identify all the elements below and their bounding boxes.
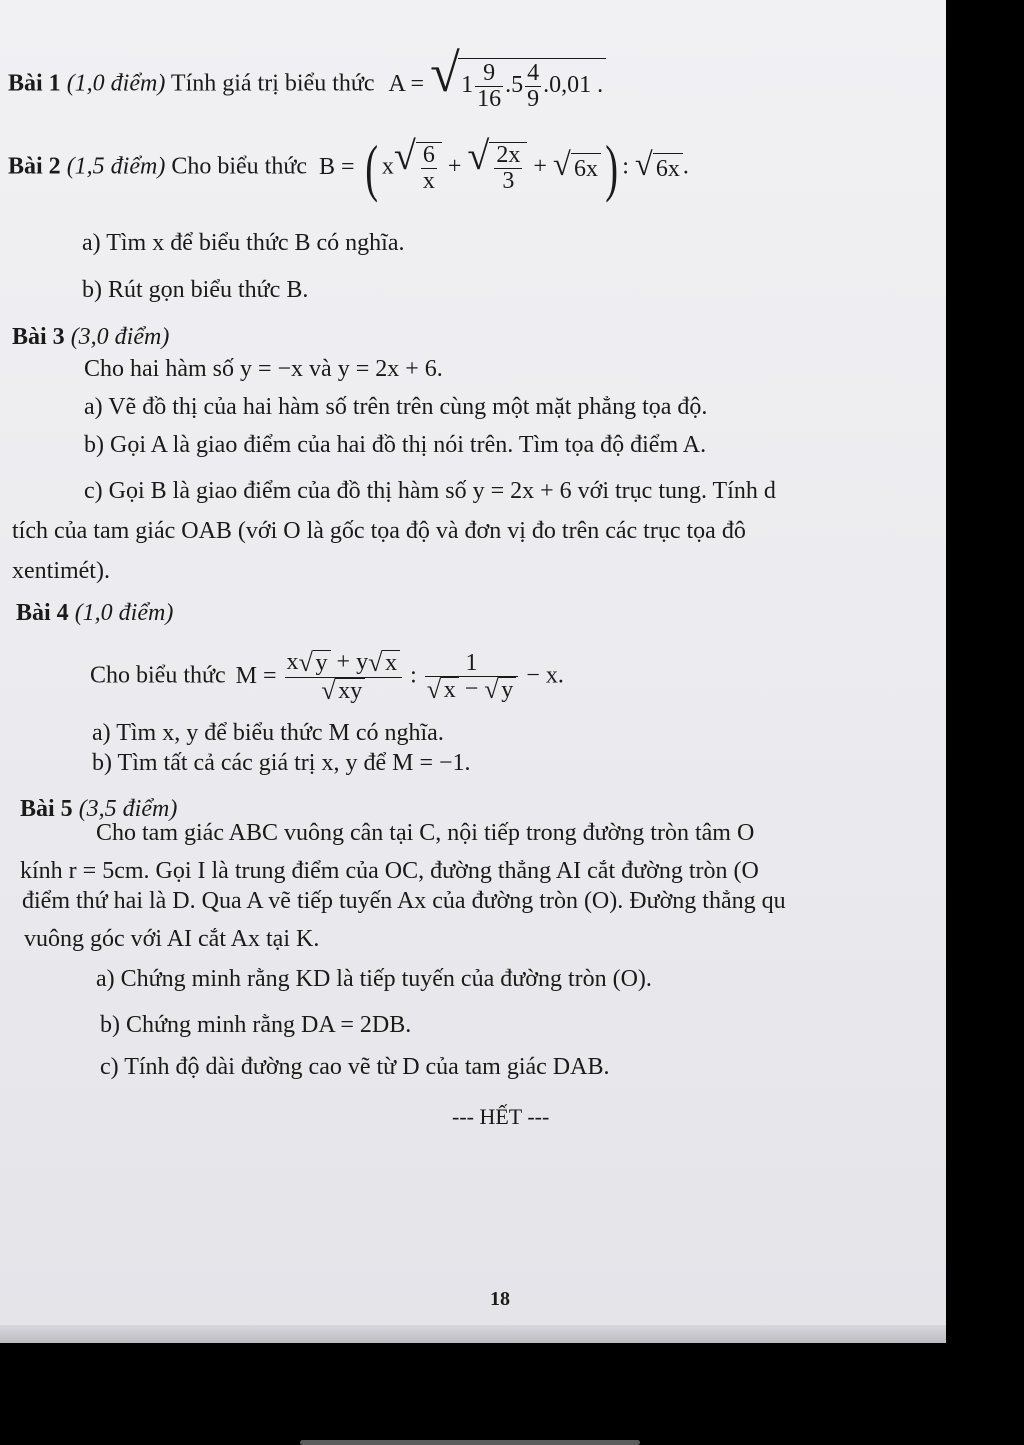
problem-1 (8, 43, 606, 113)
b2-r4: 6x (653, 153, 683, 184)
problem-2-text: Cho biểu thức (171, 153, 307, 180)
b2-plus2: + (533, 153, 547, 180)
problem-3-a: a) Vẽ đồ thị của hai hàm số trên trên cùng một mặt phẳng tọa độ. (84, 394, 708, 420)
problem-3-score: (3,0 điểm) (70, 324, 170, 350)
problem-1-score: (1,0 điểm) (66, 70, 166, 97)
b2-r3: 6x (571, 153, 601, 184)
problem-3-c-line3: xentimét). (12, 558, 110, 584)
problem-5-line4: vuông góc với AI cắt Ax tại K. (24, 926, 320, 952)
problem-5-line1: Cho tam giác ABC vuông cân tại C, nội tiếp trong đường tròn tâm O (96, 820, 755, 846)
b4-den: xy (335, 678, 365, 704)
problem-3-title: Bài 3 (12, 324, 65, 350)
problem-2-score: (1,5 điểm) (66, 153, 166, 180)
problem-4-title: Bài 4 (16, 600, 69, 626)
problem-1-text: Tính giá trị biểu thức (170, 70, 375, 97)
problem-5-title: Bài 5 (20, 796, 73, 822)
problem-4-expression: Cho biểu thức M = x √ y + y √ x √ xy : 1 √ x − √ y − x. (90, 647, 564, 705)
problem-5-score: (3,5 điểm) (78, 796, 178, 822)
problem-2: Bài 2 (1,5 điểm) Cho biểu thức B = ( x √ $\frac{6}{x}$ + √ $\frac{2x}{3}$ + √ 6x ) : √ 6x . (8, 132, 689, 203)
b2-dot: . (682, 153, 689, 180)
b4-div: : (410, 662, 417, 689)
b4-num-y: y (313, 650, 331, 676)
problem-2-a: a) Tìm x để biểu thức B có nghĩa. (82, 230, 405, 256)
b1-int: 1 (461, 72, 474, 99)
problem-5-b: b) Chứng minh rằng DA = 2DB. (100, 1012, 412, 1038)
b1-d2: 9 (527, 86, 540, 113)
b4-one: 1 (425, 651, 519, 677)
b1-n1: 9 (475, 61, 503, 87)
problem-4-heading (16, 598, 173, 628)
b4-den2b: y (498, 677, 516, 703)
b1-mid: .5 (505, 72, 524, 99)
problem-5-line3: điểm thứ hai là D. Qua A vẽ tiếp tuyến Ax của đường tròn (O). Đường thẳng qu (22, 888, 786, 914)
page-edge (0, 1325, 946, 1343)
problem-3-intro: Cho hai hàm số y = −x và y = 2x + 6. (84, 356, 443, 382)
problem-1-sqrt: √ 1 $\frac{9}{16}$ .5 $\frac{4}{9}$ .0,01 . (430, 58, 606, 112)
problem-3-heading (12, 322, 169, 352)
problem-3-b: b) Gọi A là giao điểm của hai đồ thị nói trên. Tìm tọa độ điểm A. (84, 432, 707, 458)
b2-plus: + (447, 153, 462, 180)
problem-4-lhs: M = (235, 662, 277, 689)
b4-num-x2: x (382, 650, 400, 676)
home-indicator[interactable] (300, 1440, 640, 1445)
b4-tail: − x. (526, 662, 564, 689)
b4-num-plus: + y (330, 649, 369, 675)
problem-2-lhs: B = (318, 153, 355, 180)
b1-d1: 16 (477, 86, 502, 113)
problem-3-c-line2: tích của tam giác OAB (với O là gốc tọa độ và đơn vị đo trên các trục tọa đô (12, 518, 746, 544)
problem-5-c: c) Tính độ dài đường cao vẽ từ D của tam giác DAB. (100, 1054, 610, 1080)
background-dark (0, 1343, 1024, 1445)
problem-1-lhs: A = (388, 70, 425, 97)
b4-den2a: x (441, 677, 459, 703)
problem-4-score: (1,0 điểm) (74, 600, 174, 626)
problem-3-c-line1: c) Gọi B là giao điểm của đồ thị hàm số y = 2x + 6 với trục tung. Tính d (84, 478, 776, 504)
b1-n2: 4 (527, 60, 540, 86)
b2-div: : (622, 153, 629, 180)
b2-d1: x (422, 168, 435, 194)
problem-1-title: Bài 1 (8, 70, 61, 97)
problem-5-a: a) Chứng minh rằng KD là tiếp tuyến của đường tròn (O). (96, 966, 652, 992)
problem-4-text: Cho biểu thức (90, 662, 226, 689)
page-number: 18 (490, 1288, 510, 1310)
b2-x: x (381, 153, 394, 180)
b4-num-x: x (286, 649, 299, 675)
b2-n2: 2x (496, 141, 521, 168)
b4-minus: − (458, 675, 485, 702)
problem-5-line2: kính r = 5cm. Gọi I là trung điểm của OC, đường thẳng AI cắt đường tròn (O (20, 858, 759, 884)
b1-tail: .0,01 . (543, 72, 604, 99)
problem-2-b: b) Rút gọn biểu thức B. (82, 277, 309, 303)
problem-4-b: b) Tìm tất cả các giá trị x, y để M = −1. (92, 750, 471, 776)
problem-2-title: Bài 2 (8, 153, 61, 180)
problem-4-a: a) Tìm x, y để biểu thức M có nghĩa. (92, 720, 444, 746)
b2-n1: 6 (422, 141, 435, 168)
end-marker: --- HẾT --- (452, 1104, 550, 1129)
b2-d2: 3 (502, 168, 515, 194)
